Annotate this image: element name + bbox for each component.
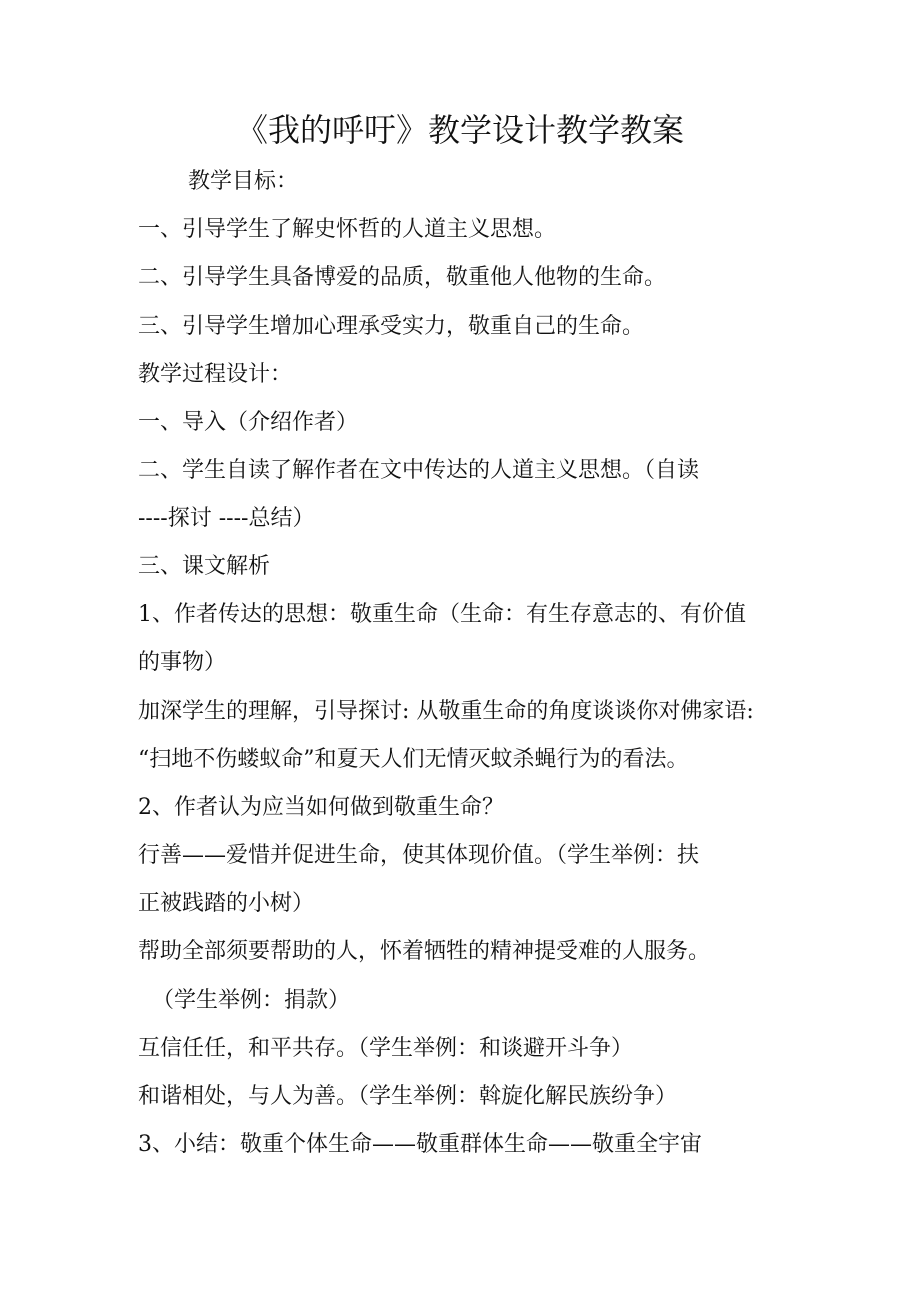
goal-item: 三、引导学生增加心理承受实力，敬重自己的生命。: [138, 314, 645, 339]
document-title: 《我的呼吁》教学设计教学教案: [235, 111, 684, 149]
process-heading: 教学过程设计：: [138, 362, 293, 387]
process-step: 三、课文解析: [138, 554, 271, 579]
paragraph-line: 和谐相处，与人为善。（学生举例：斡旋化解民族纷争）: [138, 1084, 678, 1109]
process-step: 一、导入（介绍作者）: [138, 410, 359, 435]
analysis-point: 1、作者传达的思想：敬重生命（生命：有生存意志的、有价值: [138, 602, 746, 627]
paragraph-line: 加深学生的理解，引导探讨: 从敬重生命的角度谈谈你对佛家语:: [138, 699, 754, 724]
analysis-point: 2、作者认为应当如何做到敬重生命？: [138, 795, 504, 820]
paragraph-line: 行善——爱惜并促进生命，使其体现价值。（学生举例：扶: [138, 843, 700, 868]
paragraph-line: （学生举例：捐款）: [152, 988, 351, 1013]
process-step: 二、学生自读了解作者在文中传达的人道主义思想。（自读: [138, 458, 700, 483]
paragraph-line: 互信任任，和平共存。（学生举例：和谈避开斗争）: [138, 1036, 634, 1061]
teaching-goals-heading: 教学目标：: [188, 169, 299, 194]
paragraph-line: 正被践踏的小树）: [138, 891, 315, 916]
paragraph-line: 帮助全部须要帮助的人，怀着牺牲的精神提受难的人服务。: [138, 939, 711, 964]
summary-line: 3、小结：敬重个体生命——敬重群体生命——敬重全宇宙: [138, 1132, 702, 1157]
goal-item: 二、引导学生具备博爱的品质，敬重他人他物的生命。: [138, 265, 667, 290]
process-step-continued: ----探讨 ----总结）: [138, 506, 315, 531]
goal-item: 一、引导学生了解史怀哲的人道主义思想。: [138, 217, 557, 242]
analysis-point-continued: 的事物）: [138, 650, 227, 675]
paragraph-line: “扫地不伤蝼蚁命”和夏天人们无情灭蚊杀蝇行为的看法。: [138, 747, 689, 772]
